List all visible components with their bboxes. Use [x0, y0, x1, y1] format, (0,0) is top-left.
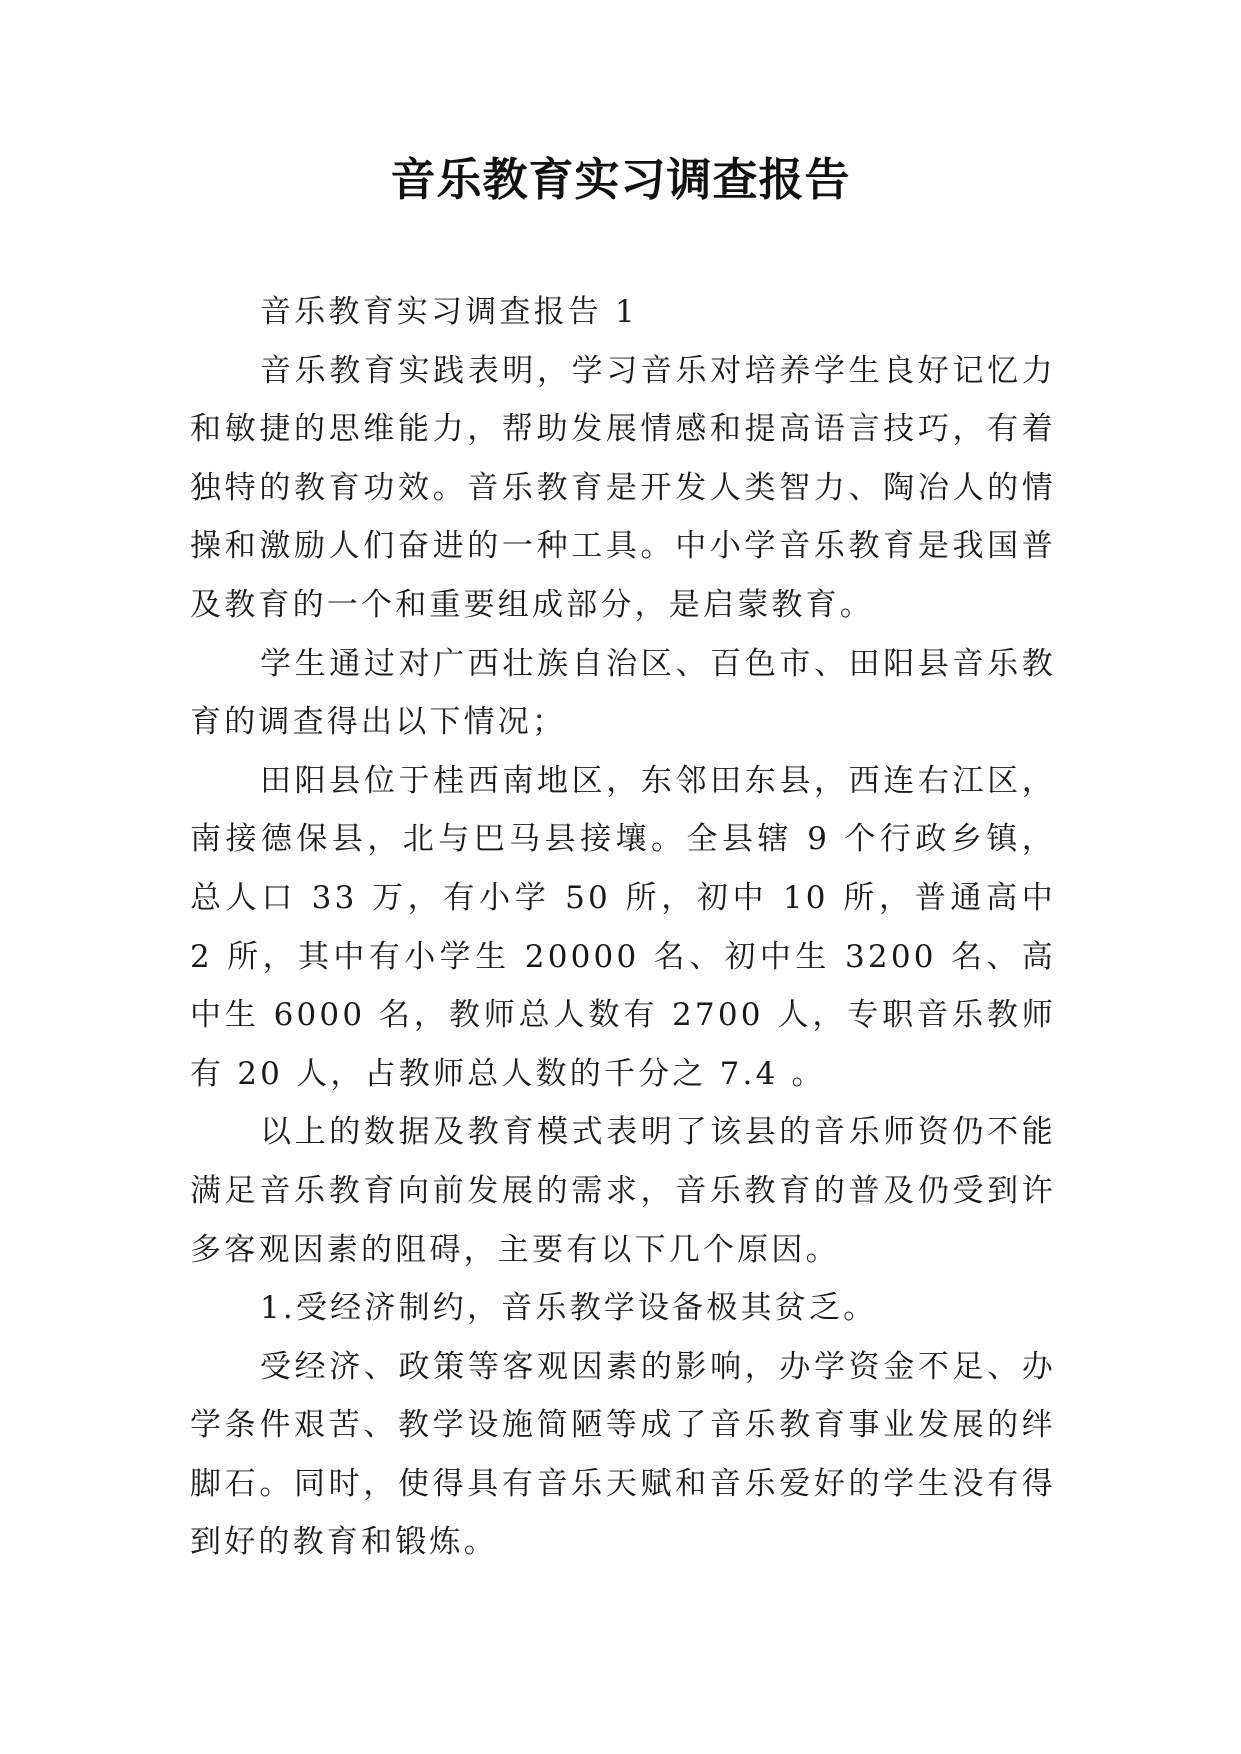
paragraph-subheading: 1.受经济制约，音乐教学设备极其贫乏。 — [260, 1290, 878, 1327]
paragraph: 以上的数据及教育模式表明了该县的音乐师资仍不能满足音乐教育向前发展的需求，音乐教育的普及仍受到许多客观因素的阻碍，主要有以下几个原因。 — [190, 1114, 1056, 1268]
document-body — [190, 283, 1056, 1572]
paragraph: 田阳县位于桂西南地区，东邻田东县，西连右江区，南接德保县，北与巴马县接壤。全县辖 9 个行政乡镇，总人口 33 万，有小学 50 所，初中 10 所，普通高中 2 所，其中有小学生 20000 名、初中生 3200 名、高中生 6000 名，教师总人数有 2700 人，专职音乐教师有 20 人，占教师总人数的千分之 7.4 。 — [190, 762, 1056, 1092]
paragraph: 音乐教育实践表明，学习音乐对培养学生良好记忆力和敏捷的思维能力，帮助发展情感和提高语言技巧，有着独特的教育功效。音乐教育是开发人类智力、陶冶人的情操和激励人们奋进的一种工具。中小学音乐教育是我国普及教育的一个和重要组成部分，是启蒙教育。 — [190, 352, 1056, 623]
page-title: 音乐教育实习调查报告 — [390, 153, 851, 206]
paragraph: 学生通过对广西壮族自治区、百色市、田阳县音乐教育的调查得出以下情况； — [190, 645, 1056, 741]
paragraph: 受经济、政策等客观因素的影响，办学资金不足、办学条件艰苦、教学设施简陋等成了音乐教育事业发展的绊脚石。同时，使得具有音乐天赋和音乐爱好的学生没有得到好的教育和锻炼。 — [190, 1348, 1056, 1561]
paragraph-heading: 音乐教育实习调查报告 1 — [260, 294, 638, 330]
